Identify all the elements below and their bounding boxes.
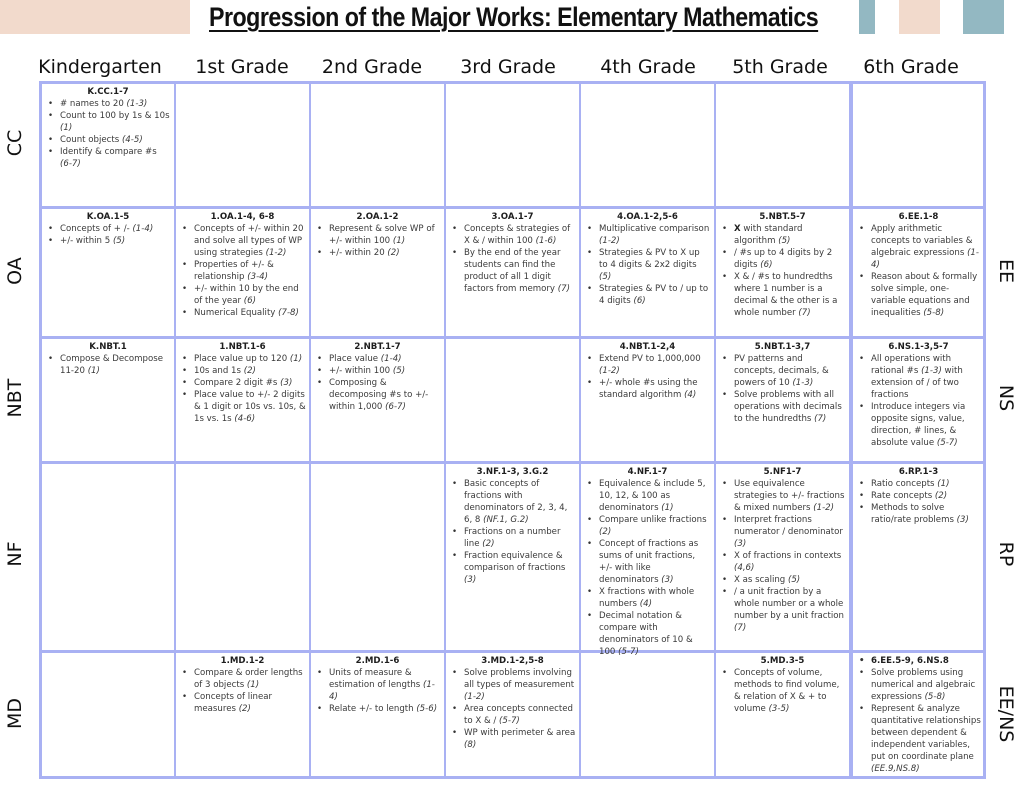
- decor-peach-block: [899, 0, 940, 34]
- grade-header-1st: 1st Grade: [195, 56, 289, 78]
- cell-oa-2nd-grade: [311, 209, 444, 259]
- list-item: • +/- within 100 (5): [329, 365, 441, 377]
- list-item: • Fraction equivalence & comparison of fractions (3): [464, 550, 576, 586]
- list-item: • # names to 20 (1-3): [60, 98, 171, 110]
- list-item: • Place value to +/- 2 digits & 1 digit or 10s vs. 10s, & 1s vs. 1s (4-6): [194, 389, 306, 425]
- standard-code: 4.NBT.1-2,4: [619, 342, 676, 352]
- list-item: • +/- within 20 (2): [329, 247, 441, 259]
- cell-nbt-kindergarten: [42, 339, 174, 377]
- list-item: • X as scaling (5): [734, 574, 846, 586]
- list-item: • Fractions on a number line (2): [464, 526, 576, 550]
- list-item: • Interpret fractions numerator / denominator (3): [734, 514, 846, 550]
- list-item: • Introduce integers via opposite signs, value, direction, # lines, & absolute value (5-7): [871, 401, 981, 449]
- list-item: • +/- within 10 by the end of the year (6): [194, 283, 306, 307]
- list-item: • Concepts of linear measures (2): [194, 691, 306, 715]
- list-item: • X with standard algorithm (5): [734, 223, 846, 247]
- standard-code: • 6.EE.5-9, 6.NS.8: [871, 655, 981, 667]
- domain-label-rp: RP: [995, 541, 1017, 567]
- list-item: • Numerical Equality (7-8): [194, 307, 306, 319]
- list-item: • Composing & decomposing #s to +/- within 1,000 (6-7): [329, 377, 441, 413]
- list-item: • WP with perimeter & area (8): [464, 727, 576, 751]
- grade-header-2nd: 2nd Grade: [321, 56, 423, 78]
- list-item: • Identify & compare #s (6-7): [60, 146, 171, 170]
- grade-header-kindergarten: Kindergarten: [38, 56, 162, 78]
- list-item: • Represent & solve WP of +/- within 100 (1): [329, 223, 441, 247]
- list-item: • / #s up to 4 digits by 2 digits (6): [734, 247, 846, 271]
- cell-md-5th-grade: [716, 653, 849, 715]
- grade-header-6th: 6th Grade: [863, 56, 959, 78]
- list-item: • Concept of fractions as sums of unit fractions, +/- with like denominators (3): [599, 538, 711, 586]
- list-item: • Decimal notation & compare with denominators of 10 & 100 (5-7): [599, 610, 711, 658]
- list-item: • Concepts of + /- (1-4): [60, 223, 171, 235]
- list-item: • Solve problems using numerical and algebraic expressions (5-8): [871, 667, 981, 703]
- list-item: • Count to 100 by 1s & 10s (1): [60, 110, 171, 134]
- cell-ee-6th-grade: [853, 209, 984, 319]
- standard-code: 5.NBT.5-7: [759, 212, 806, 222]
- grade-header-3rd: 3rd Grade: [460, 56, 556, 78]
- cell-md-2nd-grade: [311, 653, 444, 715]
- list-item: • Count objects (4-5): [60, 134, 171, 146]
- list-item: • 10s and 1s (2): [194, 365, 306, 377]
- domain-label-nbt: NBT: [4, 378, 26, 418]
- list-item: • Area concepts connected to X & / (5-7): [464, 703, 576, 727]
- standard-code: 1.NBT.1-6: [219, 342, 266, 352]
- list-item: • All operations with rational #s (1-3) with extension of / of two fractions: [871, 353, 981, 401]
- standard-code: 3.MD.1-2,5-8: [481, 656, 544, 666]
- list-item: • Properties of +/- & relationship (3-4): [194, 259, 306, 283]
- list-item: • X & / #s to hundredths where 1 number is a decimal & the other is a whole number (7): [734, 271, 846, 319]
- list-item: • Use equivalence strategies to +/- fractions & mixed numbers (1-2): [734, 478, 846, 514]
- page-title: Progression of the Major Works: Elementary Mathematics: [209, 2, 819, 32]
- standard-code: 5.NBT.1-3,7: [754, 342, 811, 352]
- list-item: • Solve problems involving all types of measurement (1-2): [464, 667, 576, 703]
- list-item: • X of fractions in contexts (4,6): [734, 550, 846, 574]
- cell-ee-ns-6th-grade: [853, 653, 984, 775]
- cell-cc-kindergarten: [42, 84, 174, 170]
- standard-code: 4.NF.1-7: [627, 467, 668, 477]
- domain-label-nf: NF: [4, 541, 26, 567]
- list-item: • Apply arithmetic concepts to variables & algebraic expressions (1-4): [871, 223, 981, 271]
- list-item: • Represent & analyze quantitative relationships between dependent & independent variables, put on coordinate plane (EE.9,NS.8): [871, 703, 981, 775]
- standard-code: 5.NF1-7: [763, 467, 802, 477]
- list-item: • Basic concepts of fractions with denominators of 2, 3, 4, 6, 8 (NF.1, G.2): [464, 478, 576, 526]
- standard-code: 2.OA.1-2: [356, 212, 399, 222]
- standard-code: K.OA.1-5: [86, 212, 130, 222]
- grade-header-5th: 5th Grade: [732, 56, 828, 78]
- list-item: • Relate +/- to length (5-6): [329, 703, 441, 715]
- domain-label-ee-ns: EE/NS: [995, 685, 1017, 743]
- standard-code: K.NBT.1: [89, 342, 127, 352]
- standard-code: 5.MD.3-5: [760, 656, 805, 666]
- grid-divider: [579, 81, 581, 779]
- cell-nf-5th-grade: [716, 464, 849, 634]
- list-item: • Strategies & PV to / up to 4 digits (6): [599, 283, 711, 307]
- domain-label-ee: EE: [995, 258, 1017, 283]
- domain-label-oa: OA: [4, 257, 26, 285]
- grade-header-4th: 4th Grade: [600, 56, 696, 78]
- list-item: • Solve problems with all operations with decimals to the hundredths (7): [734, 389, 846, 425]
- standard-code: 2.NBT.1-7: [354, 342, 401, 352]
- list-item: • Extend PV to 1,000,000 (1-2): [599, 353, 711, 377]
- cell-oa-4th-grade: [581, 209, 714, 307]
- standard-code: 3.OA.1-7: [491, 212, 534, 222]
- list-item: • Multiplicative comparison (1-2): [599, 223, 711, 247]
- list-item: • Place value up to 120 (1): [194, 353, 306, 365]
- standard-code: 2.MD.1-6: [355, 656, 400, 666]
- cell-md-1st-grade: [176, 653, 309, 715]
- cell-nf-4th-grade: [581, 464, 714, 658]
- list-item: • Reason about & formally solve simple, one-variable equations and inequalities (5-8): [871, 271, 981, 319]
- cell-oa-5th-grade: [716, 209, 849, 319]
- cell-oa-3rd-grade: [446, 209, 579, 295]
- decor-peach-bar-left: [0, 0, 190, 34]
- standard-code: 3.NF.1-3, 3.G.2: [476, 467, 549, 477]
- cell-nf-3rd-grade: [446, 464, 579, 586]
- list-item: • X fractions with whole numbers (4): [599, 586, 711, 610]
- list-item: • Units of measure & estimation of lengths (1-4): [329, 667, 441, 703]
- list-item: • Equivalence & include 5, 10, 12, & 100 as denominators (1): [599, 478, 711, 514]
- cell-rp-6th-grade: [853, 464, 984, 526]
- list-item: • Compare & order lengths of 3 objects (1): [194, 667, 306, 691]
- cell-ns-6th-grade: [853, 339, 984, 449]
- list-item: • +/- within 5 (5): [60, 235, 171, 247]
- cell-nbt-1st-grade: [176, 339, 309, 425]
- list-item: • By the end of the year students can find the product of all 1 digit factors from memory (7): [464, 247, 576, 295]
- list-item: • Strategies & PV to X up to 4 digits & 2x2 digits (5): [599, 247, 711, 283]
- list-item: • Place value (1-4): [329, 353, 441, 365]
- list-item: • Concepts of +/- within 20 and solve all types of WP using strategies (1-2): [194, 223, 306, 259]
- cell-nbt-2nd-grade: [311, 339, 444, 413]
- standard-code: 6.EE.1-8: [898, 212, 939, 222]
- list-item: • Concepts & strategies of X & / within 100 (1-6): [464, 223, 576, 247]
- list-item: • Concepts of volume, methods to find volume, & relation of X & + to volume (3-5): [734, 667, 846, 715]
- standard-code: K.CC.1-7: [87, 87, 129, 97]
- standard-code: 6.RP.1-3: [898, 467, 939, 477]
- domain-label-cc: CC: [4, 129, 26, 157]
- list-item: • Ratio concepts (1): [871, 478, 981, 490]
- list-item: • Compare 2 digit #s (3): [194, 377, 306, 389]
- standard-code: 6.NS.1-3,5-7: [888, 342, 949, 352]
- list-item: • Compare unlike fractions (2): [599, 514, 711, 538]
- list-item: • Rate concepts (2): [871, 490, 981, 502]
- decor-teal-block-2: [963, 0, 1004, 34]
- cell-nbt-5th-grade: [716, 339, 849, 425]
- list-item: • PV patterns and concepts, decimals, & powers of 10 (1-3): [734, 353, 846, 389]
- cell-md-3rd-grade: [446, 653, 579, 751]
- list-item: • / a unit fraction by a whole number or a whole number by a unit fraction (7): [734, 586, 846, 634]
- cell-oa-1st-grade: [176, 209, 309, 319]
- list-item: • Methods to solve ratio/rate problems (3): [871, 502, 981, 526]
- standard-code: 4.OA.1-2,5-6: [617, 212, 678, 222]
- standard-code: 1.OA.1-4, 6-8: [210, 212, 275, 222]
- domain-label-ns: NS: [995, 384, 1017, 412]
- decor-teal-block-1: [859, 0, 875, 34]
- list-item: • +/- whole #s using the standard algorithm (4): [599, 377, 711, 401]
- cell-oa-kindergarten: [42, 209, 174, 247]
- domain-label-md: MD: [4, 697, 26, 729]
- list-item: • Compose & Decompose 11-20 (1): [60, 353, 171, 377]
- standard-code: 1.MD.1-2: [220, 656, 265, 666]
- cell-nbt-4th-grade: [581, 339, 714, 401]
